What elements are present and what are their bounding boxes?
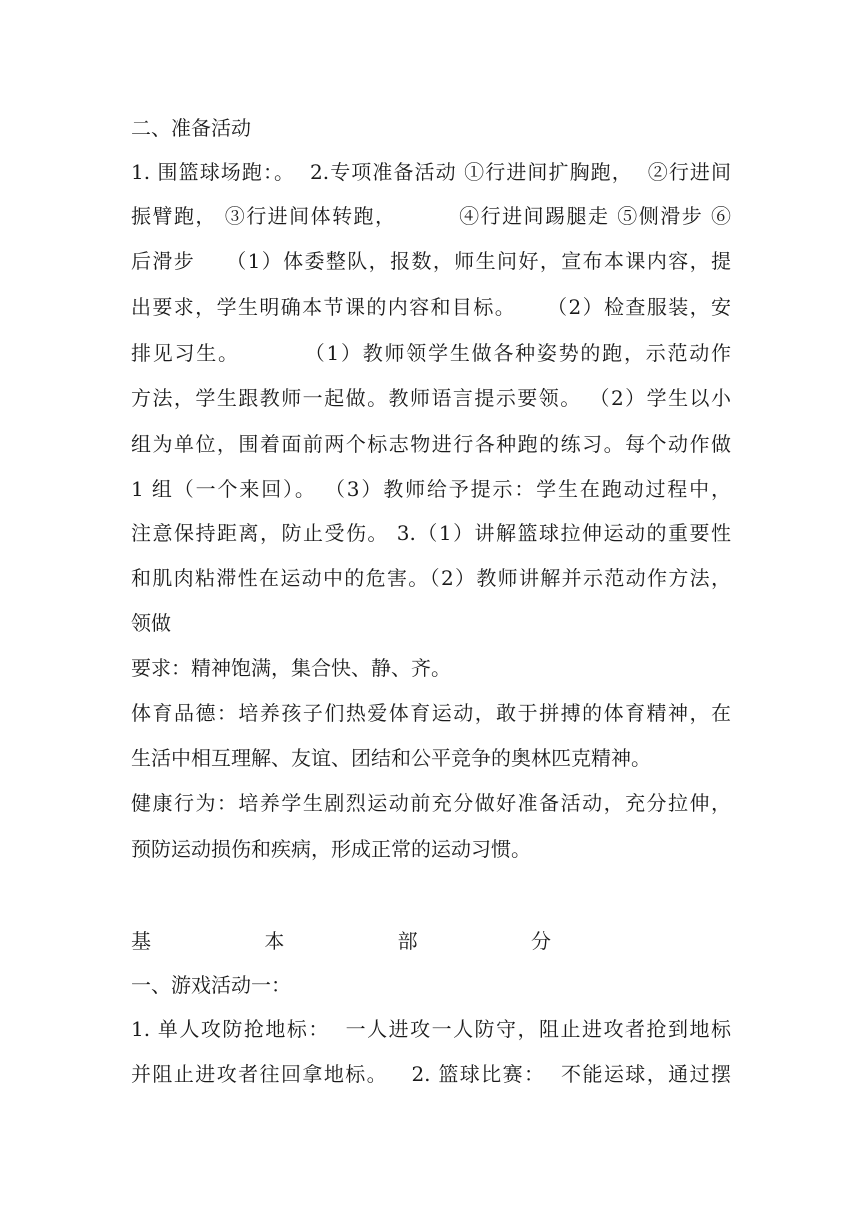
requirement-line: 要求：精神饱满，集合快、静、齐。 — [131, 656, 451, 680]
heading-char: 本 — [264, 929, 285, 953]
paragraph-line: 振臂跑， ③行进间体转跑， ④行进间踢腿走 ⑤侧滑步 ⑥ — [131, 204, 731, 228]
heading-char: 部 — [397, 929, 418, 953]
paragraph-line: 组为单位，围着面前两个标志物进行各种跑的练习。每个动作做 — [131, 432, 731, 456]
paragraph-line: 领做 — [131, 611, 171, 635]
section-title-game-activity: 一、游戏活动一： — [131, 973, 291, 997]
heading-char: 基 — [131, 929, 151, 953]
sports-morality-line: 生活中相互理解、友谊、团结和公平竞争的奥林匹克精神。 — [131, 746, 651, 770]
paragraph-line: 排见习生。 （1）教师领学生做各种姿势的跑，示范动作 — [131, 341, 731, 365]
paragraph-line: 并阻止进攻者往回拿地标。 2. 篮球比赛： 不能运球，通过摆 — [131, 1062, 731, 1086]
sports-morality-line: 体育品德：培养孩子们热爱体育运动，敢于拼搏的体育精神，在 — [131, 701, 731, 725]
paragraph-line: 1. 围篮球场跑：。 2.专项准备活动 ①行进间扩胸跑， ②行进间 — [131, 160, 731, 184]
health-behavior-line: 健康行为：培养学生剧烈运动前充分做好准备活动，充分拉伸， — [131, 791, 731, 815]
paragraph-line: 方法，学生跟教师一起做。教师语言提示要领。 （2）学生以小 — [131, 386, 731, 410]
paragraph-line: 注意保持距离，防止受伤。 3.（1）讲解篮球拉伸运动的重要性 — [131, 521, 731, 545]
paragraph-line: 后滑步 （1）体委整队，报数，师生问好，宣布本课内容，提 — [131, 249, 731, 273]
paragraph-line: 1. 单人攻防抢地标： 一人进攻一人防守，阻止进攻者抢到地标 — [131, 1017, 731, 1041]
paragraph-line: 和肌肉粘滞性在运动中的危害。（2）教师讲解并示范动作方法， — [131, 566, 731, 590]
paragraph-line: 出要求，学生明确本节课的内容和目标。 （2）检查服装，安 — [131, 295, 731, 319]
heading-char: 分 — [530, 929, 551, 953]
health-behavior-line: 预防运动损伤和疾病，形成正常的运动习惯。 — [131, 837, 531, 861]
section-title-preparation: 二、准备活动 — [131, 116, 251, 140]
paragraph-line: 1 组（一个来回）。 （3）教师给予提示：学生在跑动过程中， — [131, 477, 731, 501]
section-heading-basic-part — [131, 928, 551, 954]
